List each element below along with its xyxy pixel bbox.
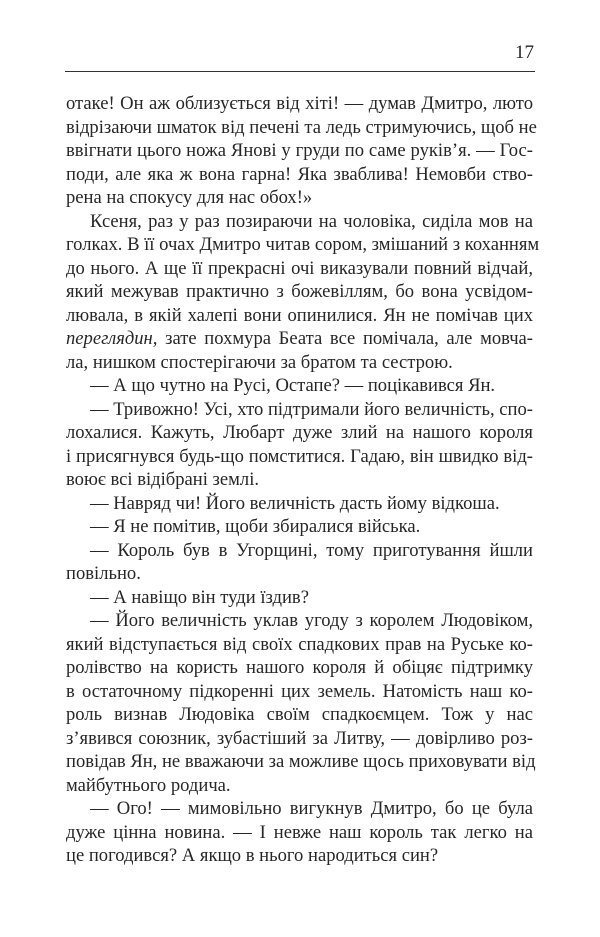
text-line: і присягнувся будь-що помститися. Гадаю, він швидко від-	[66, 445, 533, 467]
text-line: лювала, в якій халепі вони опинилися. Ян не помічав цих	[66, 304, 533, 326]
text-line	[66, 327, 533, 351]
page-number: 17	[515, 42, 534, 63]
text-line: рена на спокусу для нас обох!»	[66, 187, 313, 208]
text-line: в остаточному підкоренні цих земель. Натомість наш ко-	[66, 680, 533, 702]
text-line: — Ого! — мимовільно вигукнув Дмитро, бо це була	[90, 798, 533, 819]
text-line: лохалися. Кажуть, Любарт дуже злий на нашого короля	[66, 422, 533, 443]
text-line: — Король був в Угорщині, тому приготування йшли	[90, 539, 533, 561]
text-line: який межував практично з божевіллям, бо вона усвідом-	[66, 281, 533, 302]
text-line: воює всі відібрані землі.	[66, 469, 260, 490]
text-line: — А що чутно на Русі, Остапе? — поцікавився Ян.	[90, 375, 496, 396]
text-line: ролівство на користь нашого короля й обіцяє підтримку	[66, 657, 533, 678]
text-line: це погодився? А якщо в нього народиться син?	[66, 845, 439, 866]
text-line: — Я не помітив, щоби збиралися війська.	[90, 516, 421, 537]
text-line: отаке! Он аж облизується від хіті! — думав Дмитро, люто	[66, 93, 533, 114]
text-line: голках. В її очах Дмитро читав сором, змішаний з коханням	[66, 234, 540, 255]
text-line: поди, але яка ж вона гарна! Яка зваблива! Немовби ство-	[66, 163, 533, 185]
text-line-rest: , зате похмура Беата все помічала, але мовча-	[152, 328, 533, 349]
italic-word: переглядин	[66, 328, 153, 349]
text-line: майбутнього родича.	[66, 774, 231, 796]
text-line: — А навіщо він туди їздив?	[90, 586, 309, 608]
header-rule	[65, 71, 535, 72]
text-line: який відступається від своїх спадкових прав на Руське ко-	[66, 633, 533, 655]
text-line: ввігнати цього ножа Янові у груди по саме руків’я. — Гос-	[66, 140, 533, 161]
text-line: Ксеня, раз у раз позираючи на чоловіка, сиділа мов на	[90, 210, 533, 232]
text-line: — Його величність уклав угоду з королем Людовіком,	[90, 610, 533, 631]
text-line: роль визнав Людовіка своїм спадкоємцем. Тож у нас	[66, 704, 533, 725]
text-line: — Навряд чи! Його величність дасть йому відкоша.	[90, 492, 500, 514]
text-line: ла, нишком спостерігаючи за братом та сестрою.	[66, 351, 453, 373]
text-line: до нього. А ще її прекрасні очі виказували повний відчай,	[66, 257, 533, 279]
text-line: — Тривожно! Усі, хто підтримали його величність, спо-	[90, 398, 533, 420]
text-line: з’явився союзник, зубастіший за Литву, — довірливо роз-	[66, 727, 533, 749]
text-line: повільно.	[66, 563, 141, 584]
text-line: відрізаючи шматок від печені та ледь стримуючись, щоб не	[66, 116, 537, 138]
text-line: дуже цінна новина. — І невже наш король так легко на	[66, 821, 533, 843]
body-text	[66, 92, 540, 868]
text-line: повідав Ян, не вважаючи за можливе щось приховувати від	[66, 751, 536, 772]
